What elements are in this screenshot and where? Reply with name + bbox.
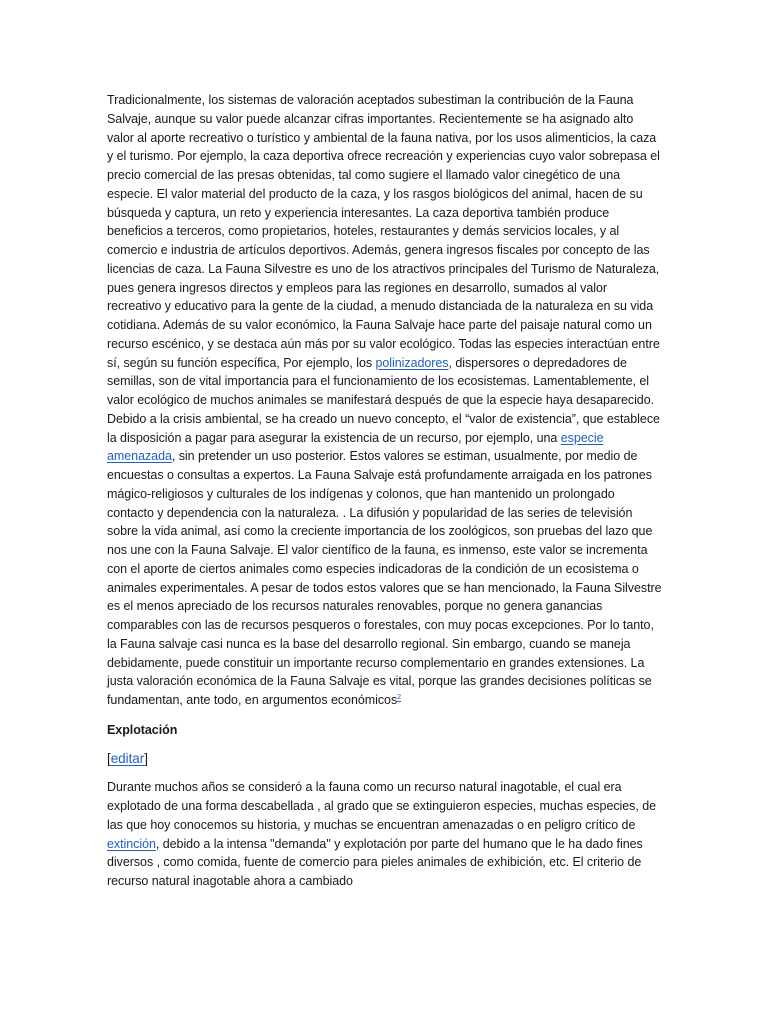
edit-close-bracket: ] (144, 750, 148, 766)
section-heading-explotacion: Explotación (107, 722, 178, 737)
paragraph-text: Tradicionalmente, los sistemas de valoración aceptados subestiman la contribución de la Fauna Salvaje, aunque su valor puede alcanzar cifras importantes. Recientemente se ha asignado alto valor al aporte recreativo o turístico y ambiental de la fauna nativa, por los usos alimenticios, la caza y el turismo. Por ejemplo, la caza deportiva ofrece recreación y experiencias cuyo valor sobrepasa el precio comercial de las presas obtenidas, tal como sugiere el llamado valor cinegético de una especie. El valor material del producto de la caza, y los rasgos biológicos del animal, hacen de su búsqueda y captura, un reto y experiencia interesantes. La caza deportiva también produce beneficios a terceros, como propietarios, hoteles, restaurantes y demás servicios locales, y al comercio e industria de artículos deportivos. Además, genera ingresos fiscales por concepto de las licencias de caza. La Fauna Silvestre es uno de los atractivos principales del Turismo de Naturaleza, pues genera ingresos directos y empleos para las regiones en desarrollo, sumados al valor recreativo y educativo para la gente de la ciudad, a menudo distanciada de la naturaleza en su vida cotidiana. Además de su valor económico, la Fauna Salvaje hace parte del paisaje natural como un recurso escénico, y se destaca aún más por su valor ecológico. Todas las especies interactúan entre sí, según su función específica, Por ejemplo, los (107, 93, 660, 370)
paragraph-fauna-valor (107, 91, 663, 710)
link-polinizadores[interactable]: polinizadores (375, 355, 449, 370)
edit-section-line (107, 750, 663, 769)
paragraph-text: , sin pretender un uso posterior. Estos valores se estiman, usualmente, por medio de encuestas o consultas a expertos. La Fauna Salvaje está profundamente arraigada en los patrones mágico-religiosos y culturales de los indígenas y colonos, que han mantenido un prolongado contacto y dependencia con la naturaleza. . La difusión y popularidad de las series de televisión sobre la vida animal, así como la creciente importancia de los zoológicos, son pruebas del lazo que nos une con la Fauna Salvaje. El valor científico de la fauna, es inmenso, este valor se incrementa con el aporte de ciertos animales como especies indicadoras de la condición de un ecosistema o animales experimentales. A pesar de todos estos valores que se han mencionado, la Fauna Silvestre es el menos apreciado de los recursos naturales renovables, porque no genera ganancias comparables con las de recursos pesqueros o forestales, con muy pocas excepciones. Por lo tanto, la Fauna salvaje casi nunca es la base del desarrollo regional. Sin embargo, cuando se maneja debidamente, puede constituir un importante recurso complementario en grandes extensiones. La justa valoración económica de la Fauna Salvaje es vital, porque las grandes decisiones políticas se fundamentan, ante todo, en argumentos económicos (107, 449, 662, 707)
paragraph-text: Durante muchos años se consideró a la fauna como un recurso natural inagotable, el cual era explotado de una forma descabellada , al grado que se extinguieron especies, muchas especies, de las que hoy conocemos su historia, y muchas se encuentran amenazadas o en peligro crítico de (107, 780, 657, 832)
paragraph-text: , debido a la intensa "demanda" y explotación por parte del humano que le ha dado fines diversos , como comida, fuente de comercio para pieles animales de exhibición, etc. El criterio de recurso natural inagotable ahora a cambiado (107, 836, 643, 888)
link-extincion[interactable]: extinción (107, 836, 156, 851)
paragraph-explotacion (107, 778, 663, 891)
paragraph-text: , dispersores o depredadores de semillas, son de vital importancia para el funcionamiento de los ecosistemas. Lamentablemente, el valor ecológico de muchos animales se manifestará después de que la especie haya desaparecido. Debido a la crisis ambiental, se ha creado un nuevo concepto, el “valor de existencia”, que establece la disposición a pagar para asegurar la existencia de un recurso, por ejemplo, una (107, 355, 660, 445)
footnote-link-2[interactable]: 2 (397, 693, 401, 701)
document-page (107, 91, 663, 891)
edit-open-bracket: [ (107, 750, 111, 766)
link-especie-amenazada[interactable]: especie amenazada (107, 430, 604, 464)
edit-section-link[interactable]: editar (110, 750, 145, 766)
